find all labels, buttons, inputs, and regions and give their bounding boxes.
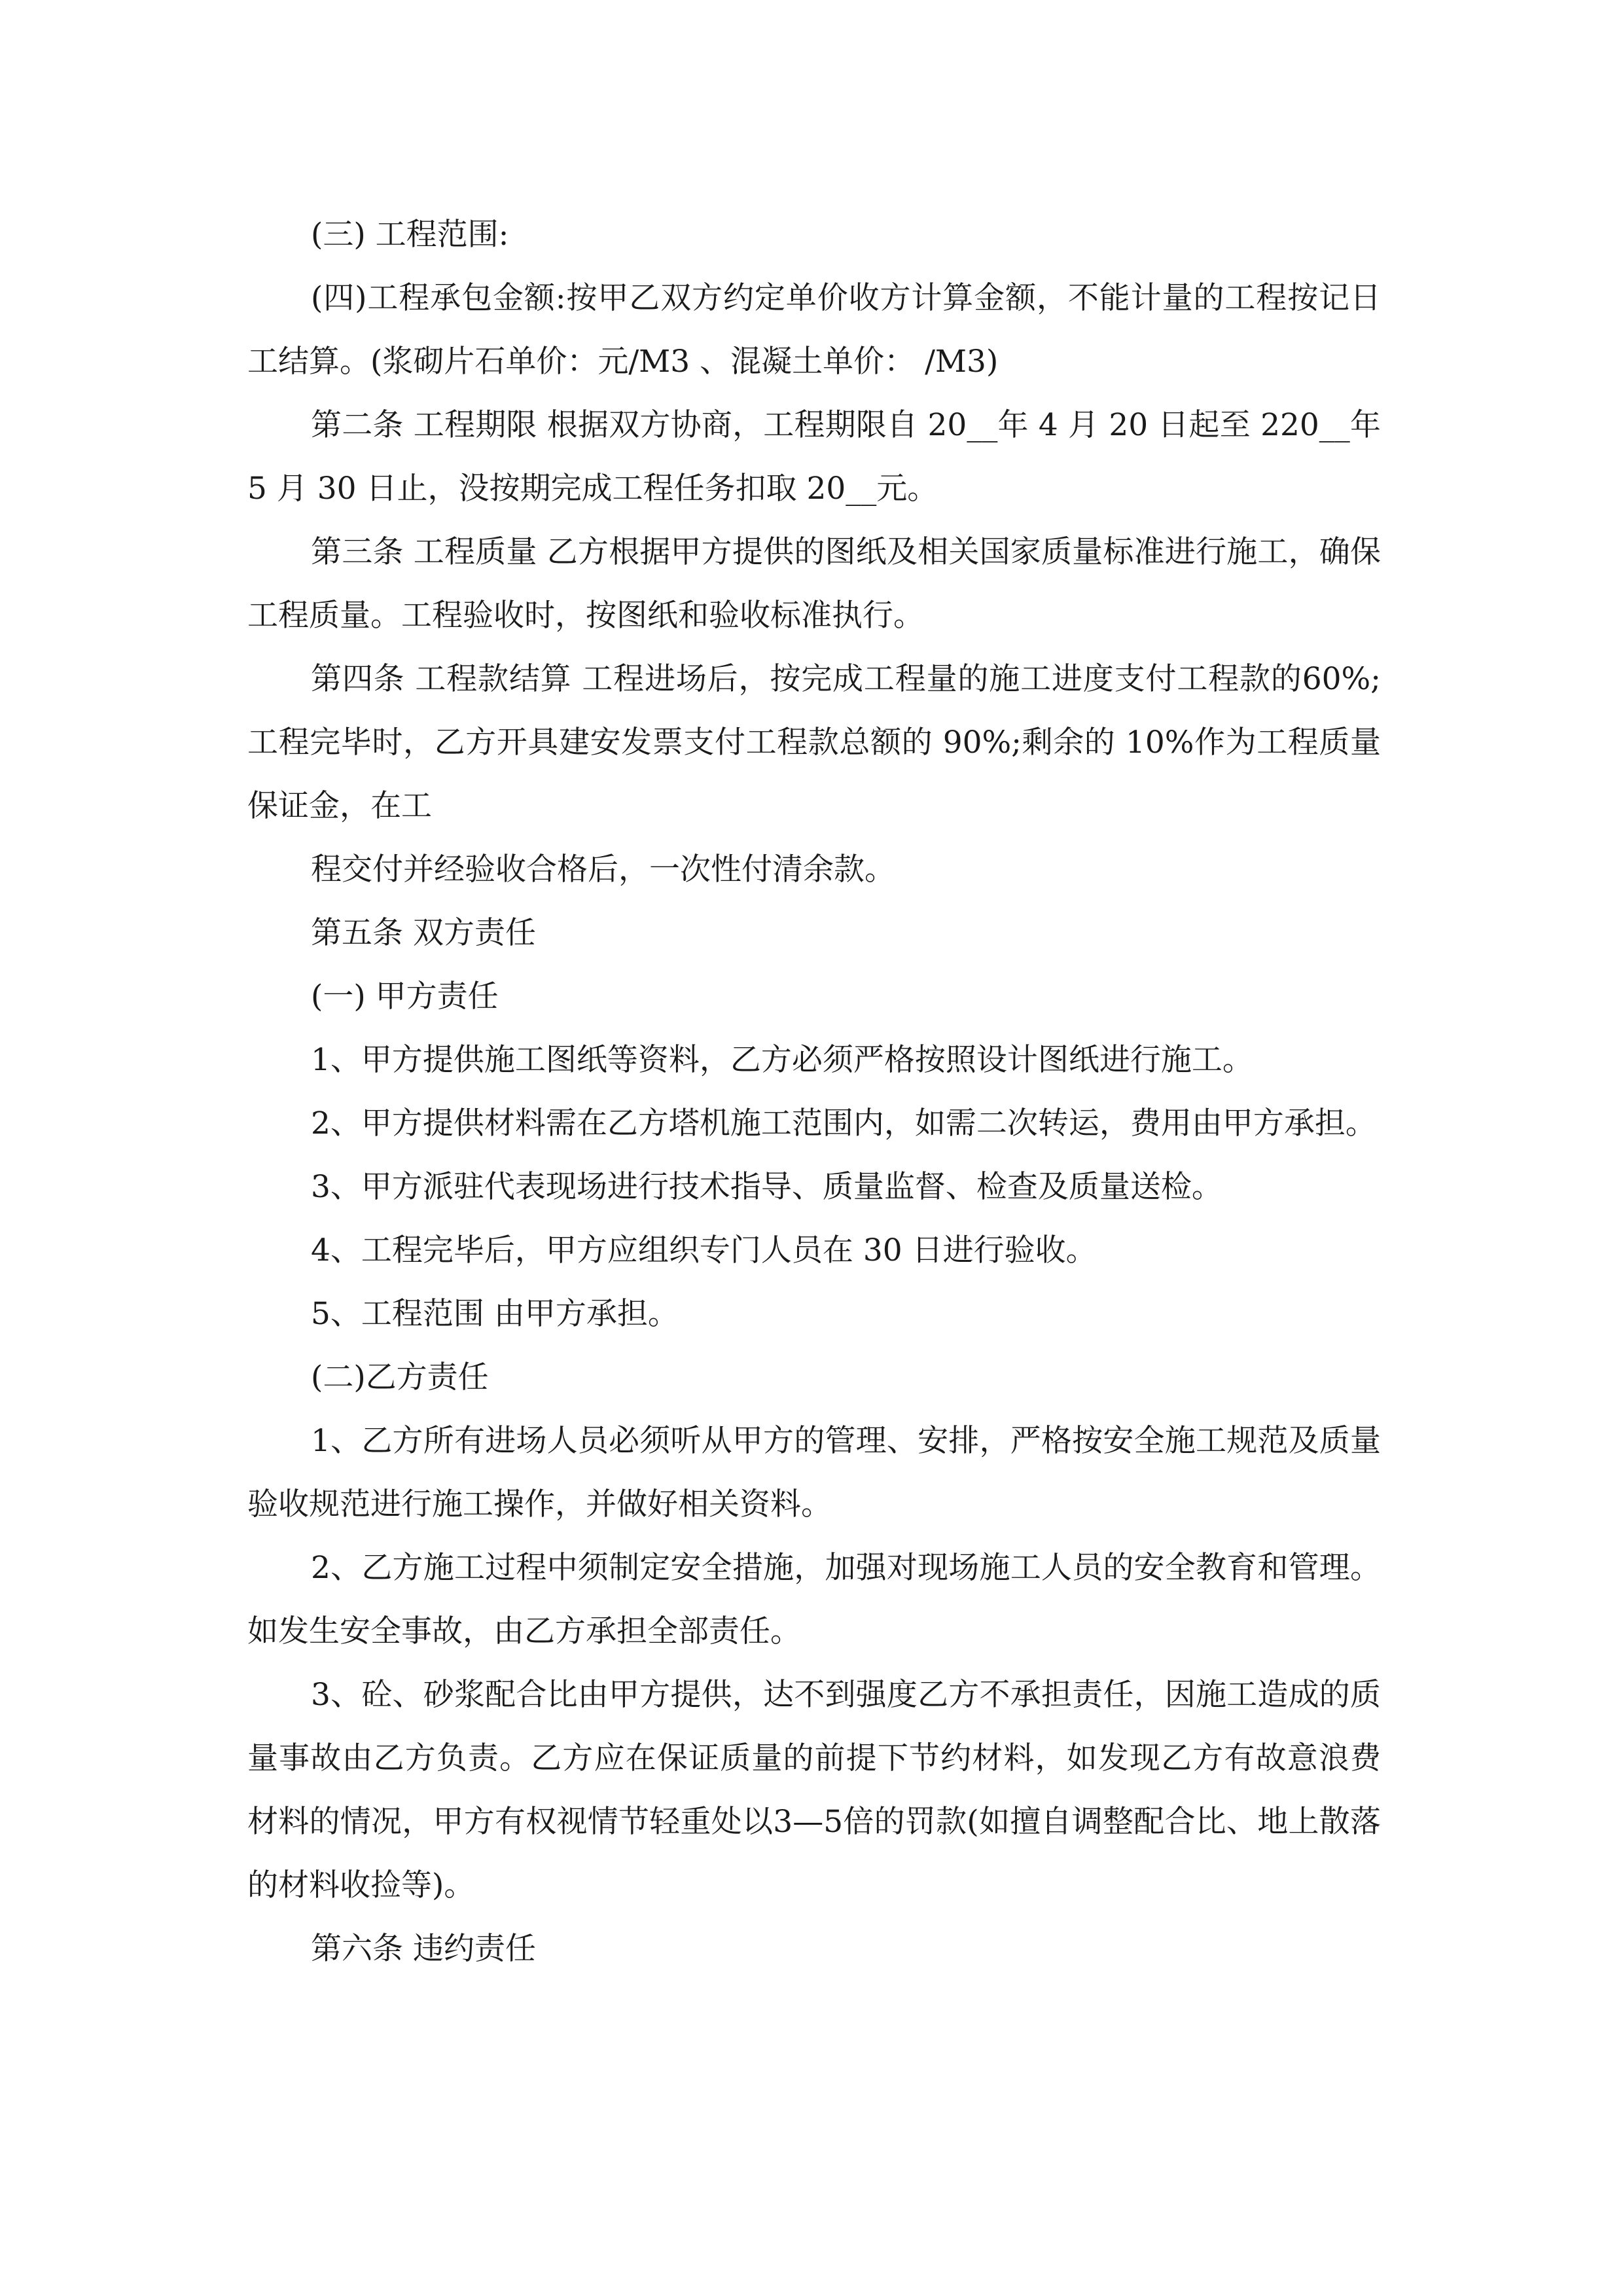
contract-amount-paragraph: (四)工程承包金额:按甲乙双方约定单价收方计算金额，不能计量的工程按记日工结算。(浆砌片石单价：元/M3 、混凝土单价： /M3) — [247, 280, 1381, 380]
party-b-item-3: 3、砼、砂浆配合比由甲方提供，达不到强度乙方不承担责任，因施工造成的质量事故由乙方负责。乙方应在保证质量的前提下节约材料，如发现乙方有故意浪费材料的情况，甲方有权视情节轻重处以3—5倍的罚款(如擅自调整配合比、地上散落的材料收捡等)。 — [247, 1677, 1381, 1903]
party-a-item-5: 5、工程范围 由甲方承担。 — [311, 1296, 679, 1332]
article-4-settlement-paragraph: 第四条 工程款结算 工程进场后，按完成工程量的施工进度支付工程款的60%;工程完毕时，乙方开具建安发票支付工程款总额的 90%;剩余的 10%作为工程质量保证金，在工 — [247, 661, 1381, 824]
party-a-item-1: 1、甲方提供施工图纸等资料，乙方必须严格按照设计图纸进行施工。 — [311, 1042, 1253, 1078]
party-a-item-2: 2、甲方提供材料需在乙方塔机施工范围内，如需二次转运，费用由甲方承担。 — [311, 1105, 1376, 1141]
article-5-heading: 第五条 双方责任 — [311, 915, 536, 951]
party-b-item-1: 1、乙方所有进场人员必须听从甲方的管理、安排，严格按安全施工规范及质量验收规范进行施工操作，并做好相关资料。 — [247, 1423, 1381, 1522]
party-b-responsibility-heading: (二)乙方责任 — [311, 1359, 489, 1395]
article-3-quality-paragraph: 第三条 工程质量 乙方根据甲方提供的图纸及相关国家质量标准进行施工，确保工程质量。工程验收时，按图纸和验收标准执行。 — [247, 534, 1381, 634]
article-6-heading: 第六条 违约责任 — [311, 1931, 536, 1967]
party-a-item-4: 4、工程完毕后，甲方应组织专门人员在 30 日进行验收。 — [311, 1232, 1097, 1268]
party-a-responsibility-heading: (一) 甲方责任 — [311, 978, 499, 1014]
article-2-term-paragraph: 第二条 工程期限 根据双方协商，工程期限自 20__年 4 月 20 日起至 220__年 5 月 30 日止，没按期完成工程任务扣取 20__元。 — [247, 407, 1391, 507]
section-scope-heading: (三) 工程范围: — [311, 217, 509, 253]
party-b-item-2: 2、乙方施工过程中须制定安全措施，加强对现场施工人员的安全教育和管理。如发生安全事故，由乙方承担全部责任。 — [247, 1550, 1381, 1649]
document-body — [247, 203, 1391, 1981]
article-4-continuation-paragraph: 程交付并经验收合格后，一次性付清余款。 — [311, 852, 895, 888]
party-a-item-3: 3、甲方派驻代表现场进行技术指导、质量监督、检查及质量送检。 — [311, 1169, 1222, 1205]
